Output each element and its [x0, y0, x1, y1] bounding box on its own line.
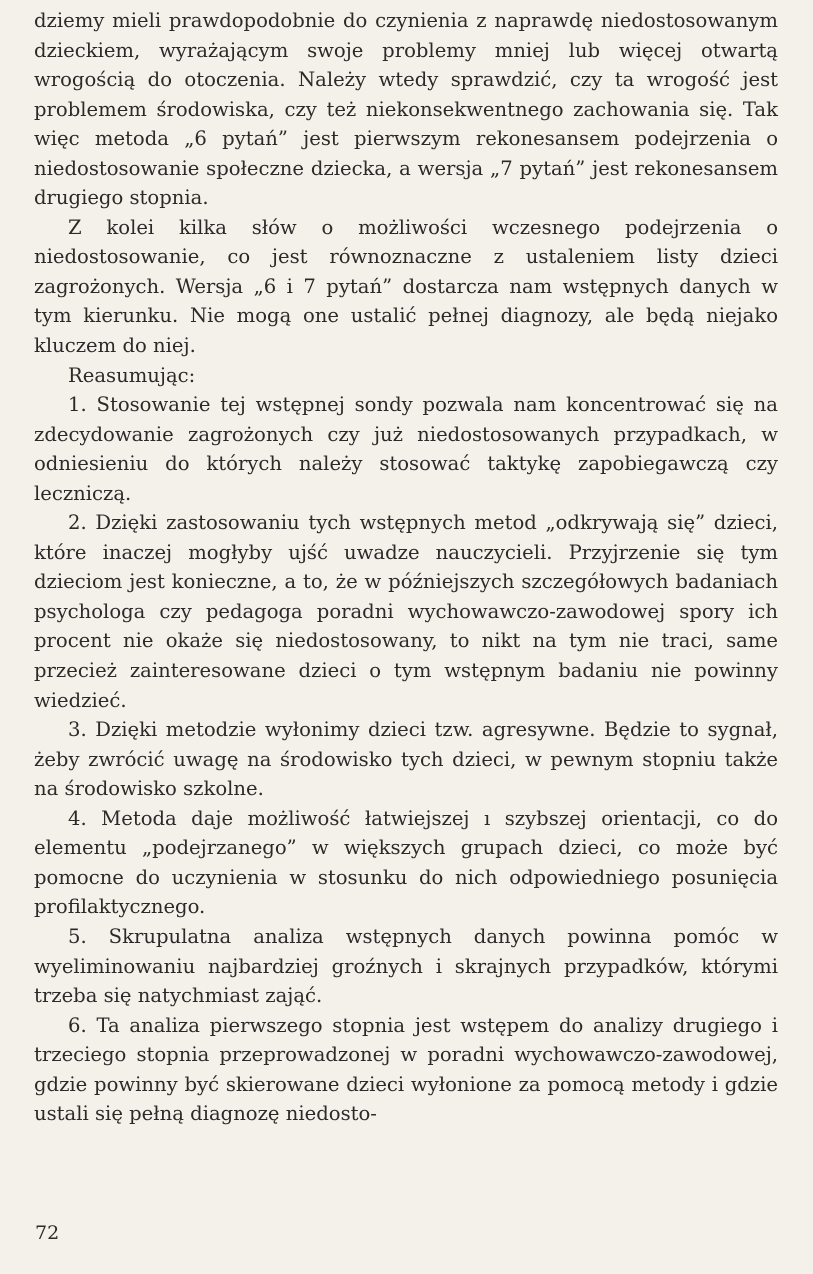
list-item-4: 4. Metoda daje możliwość łatwiejszej ı szybszej orientacji, co do elementu „podejrzanego” w większych grupach dzieci, co może być pomocne do uczynienia w stosunku do nich odpowiedniego posunięcia profilaktycznego. [34, 806, 778, 919]
paragraph-early-suspicion: Z kolei kilka słów o możliwości wczesnego podejrzenia o niedostosowanie, co jest równoznaczne z ustaleniem listy dzieci zagrożonych. Wersja „6 i 7 pytań” dostarcza nam wstępnych danych w tym kierunku. Nie mogą one ustalić pełnej diagnozy, ale będą niejako kluczem do niej. [34, 215, 778, 358]
body-text [34, 6, 778, 1129]
paragraph-continuation: dziemy mieli prawdopodobnie do czynienia z naprawdę niedostosowanym dzieckiem, wyrażającym swoje problemy mniej lub więcej otwartą wrogością do otoczenia. Należy wtedy sprawdzić, czy ta wrogość jest problemem środowiska, czy też niekonsekwentnego zachowania się. Tak więc metoda „6 pytań” jest pierwszym rekonesansem podejrzenia o niedostosowanie społeczne dziecka, a wersja „7 pytań” jest rekonesansem drugiego stopnia. [34, 9, 778, 210]
page-number: 72 [35, 1222, 60, 1244]
paragraph-summary-heading: Reasumując: [68, 363, 196, 387]
list-item-6: 6. Ta analiza pierwszego stopnia jest wstępem do analizy drugiego i trzeciego stopnia przeprowadzonej w poradni wychowawczo-zawodowej, gdzie powinny być skierowane dzieci wyłonione za pomocą metody i gdzie ustali się pełną diagnozę niedosto- [34, 1013, 778, 1126]
list-item-3: 3. Dzięki metodzie wyłonimy dzieci tzw. agresywne. Będzie to sygnał, żeby zwrócić uwagę na środowisko tych dzieci, w pewnym stopniu także na środowisko szkolne. [34, 718, 778, 801]
list-item-2: 2. Dzięki zastosowaniu tych wstępnych metod „odkrywają się” dzieci, które inaczej mogłyby ujść uwadze nauczycieli. Przyjrzenie się tym dzieciom jest konieczne, a to, że w późniejszych szczegółowych badaniach psychologa czy pedagoga poradni wychowawczo-zawodowej spory ich procent nie okaże się niedostosowany, to nikt na tym nie traci, same przecież zainteresowane dzieci o tym wstępnym badaniu nie powinny wiedzieć. [34, 511, 778, 712]
list-item-1: 1. Stosowanie tej wstępnej sondy pozwala nam koncentrować się na zdecydowanie zagrożonych czy już niedostosowanych przypadkach, w odniesieniu do których należy stosować taktykę zapobiegawczą czy leczniczą. [34, 393, 778, 505]
list-item-5: 5. Skrupulatna analiza wstępnych danych powinna pomóc w wyeliminowaniu najbardziej groźnych i skrajnych przypadków, którymi trzeba się natychmiast zająć. [34, 924, 778, 1008]
